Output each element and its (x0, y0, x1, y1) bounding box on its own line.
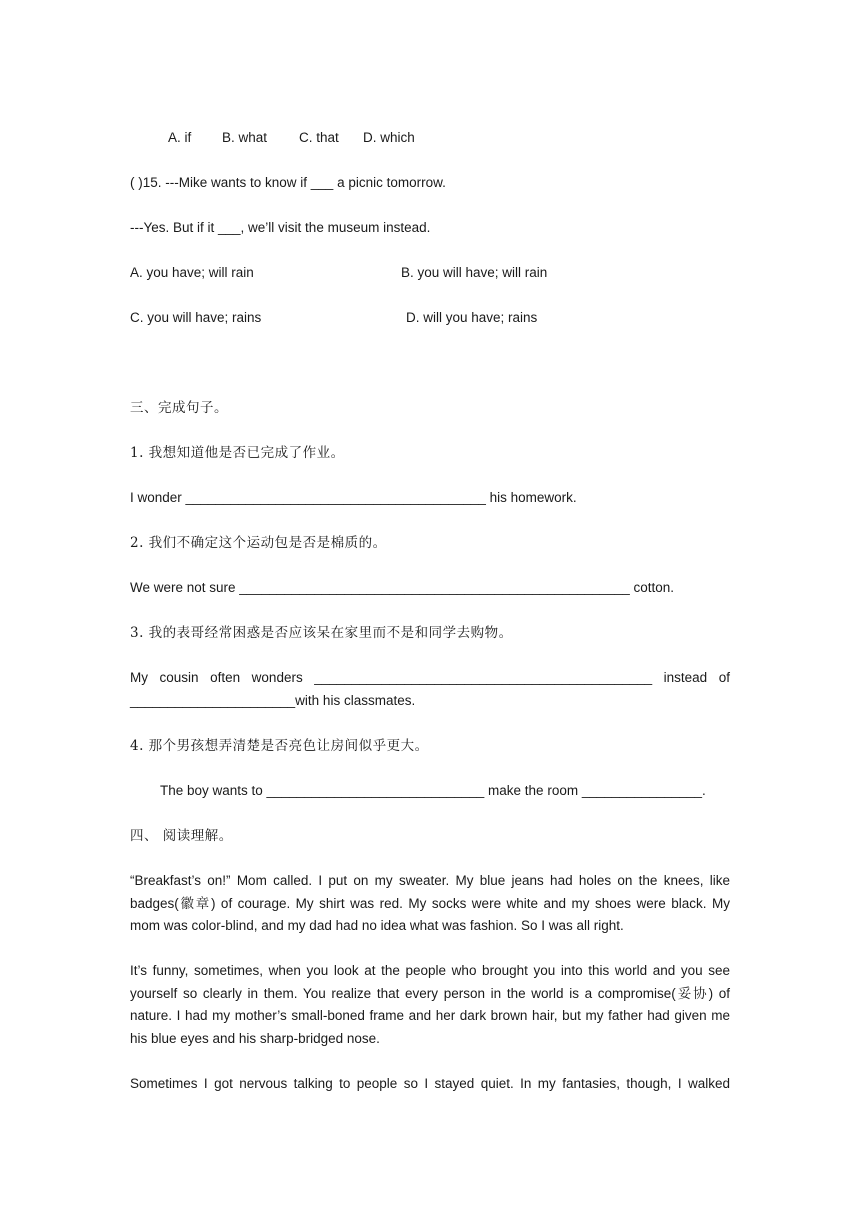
section3-heading: 三、完成句子。 (130, 400, 228, 416)
q14-option-d: D. which (363, 130, 415, 145)
q14-option-b: B. what (222, 130, 268, 145)
q15-reply: ---Yes. But if it ___, we’ll visit the museum instead. (130, 220, 431, 235)
q15-option-c: C. you will have; rains (130, 310, 262, 325)
reading-paragraph-3: Sometimes I got nervous talking to people so I stayed quiet. In my fantasies, though, I walked (130, 1076, 730, 1091)
s3-item2-cn: 2. 我们不确定这个运动包是否是棉质的。 (130, 535, 387, 551)
q15-stem: ( )15. ---Mike wants to know if ___ a picnic tomorrow. (130, 175, 446, 190)
s3-item3-en-line2: ______________________with his classmates. (130, 693, 416, 708)
s3-item2-en: We were not sure ____________________________________________________ cotton. (130, 580, 674, 595)
s3-item4-cn: 4. 那个男孩想弄清楚是否亮色让房间似乎更大。 (130, 738, 429, 754)
s3-item1-en: I wonder ________________________________________ his homework. (130, 490, 577, 505)
s3-item4-en: The boy wants to _____________________________ make the room ________________. (160, 783, 706, 798)
s3-item3-en-line1: My cousin often wonders _____________________________________________ instead of (130, 670, 730, 685)
s3-item3-cn: 3. 我的表哥经常困惑是否应该呆在家里而不是和同学去购物。 (130, 625, 513, 641)
q15-option-a: A. you have; will rain (130, 265, 254, 280)
q14-option-a: A. if (168, 130, 192, 145)
s3-item1-cn: 1. 我想知道他是否已完成了作业。 (130, 445, 345, 461)
q15-option-d: D. will you have; rains (406, 310, 538, 325)
reading-paragraph-2: It’s funny, sometimes, when you look at the people who brought you into this world and you see yourself so clearly in them. You realize that every person in the world is a compromise(妥协) of nature. I had my mother’s small-boned frame and her dark brown hair, but my father had given me his blue eyes and his sharp-bridged nose. (130, 963, 730, 1046)
q14-option-c: C. that (299, 130, 339, 145)
q15-option-b: B. you will have; will rain (401, 265, 548, 280)
section4-heading: 四、 阅读理解。 (130, 828, 233, 844)
reading-paragraph-1: “Breakfast’s on!” Mom called. I put on my sweater. My blue jeans had holes on the knees, like badges(徽章) of courage. My shirt was red. My socks were white and my shoes were black. My mom was color-blind, and my dad had no idea what was fashion. So I was all right. (130, 873, 730, 933)
